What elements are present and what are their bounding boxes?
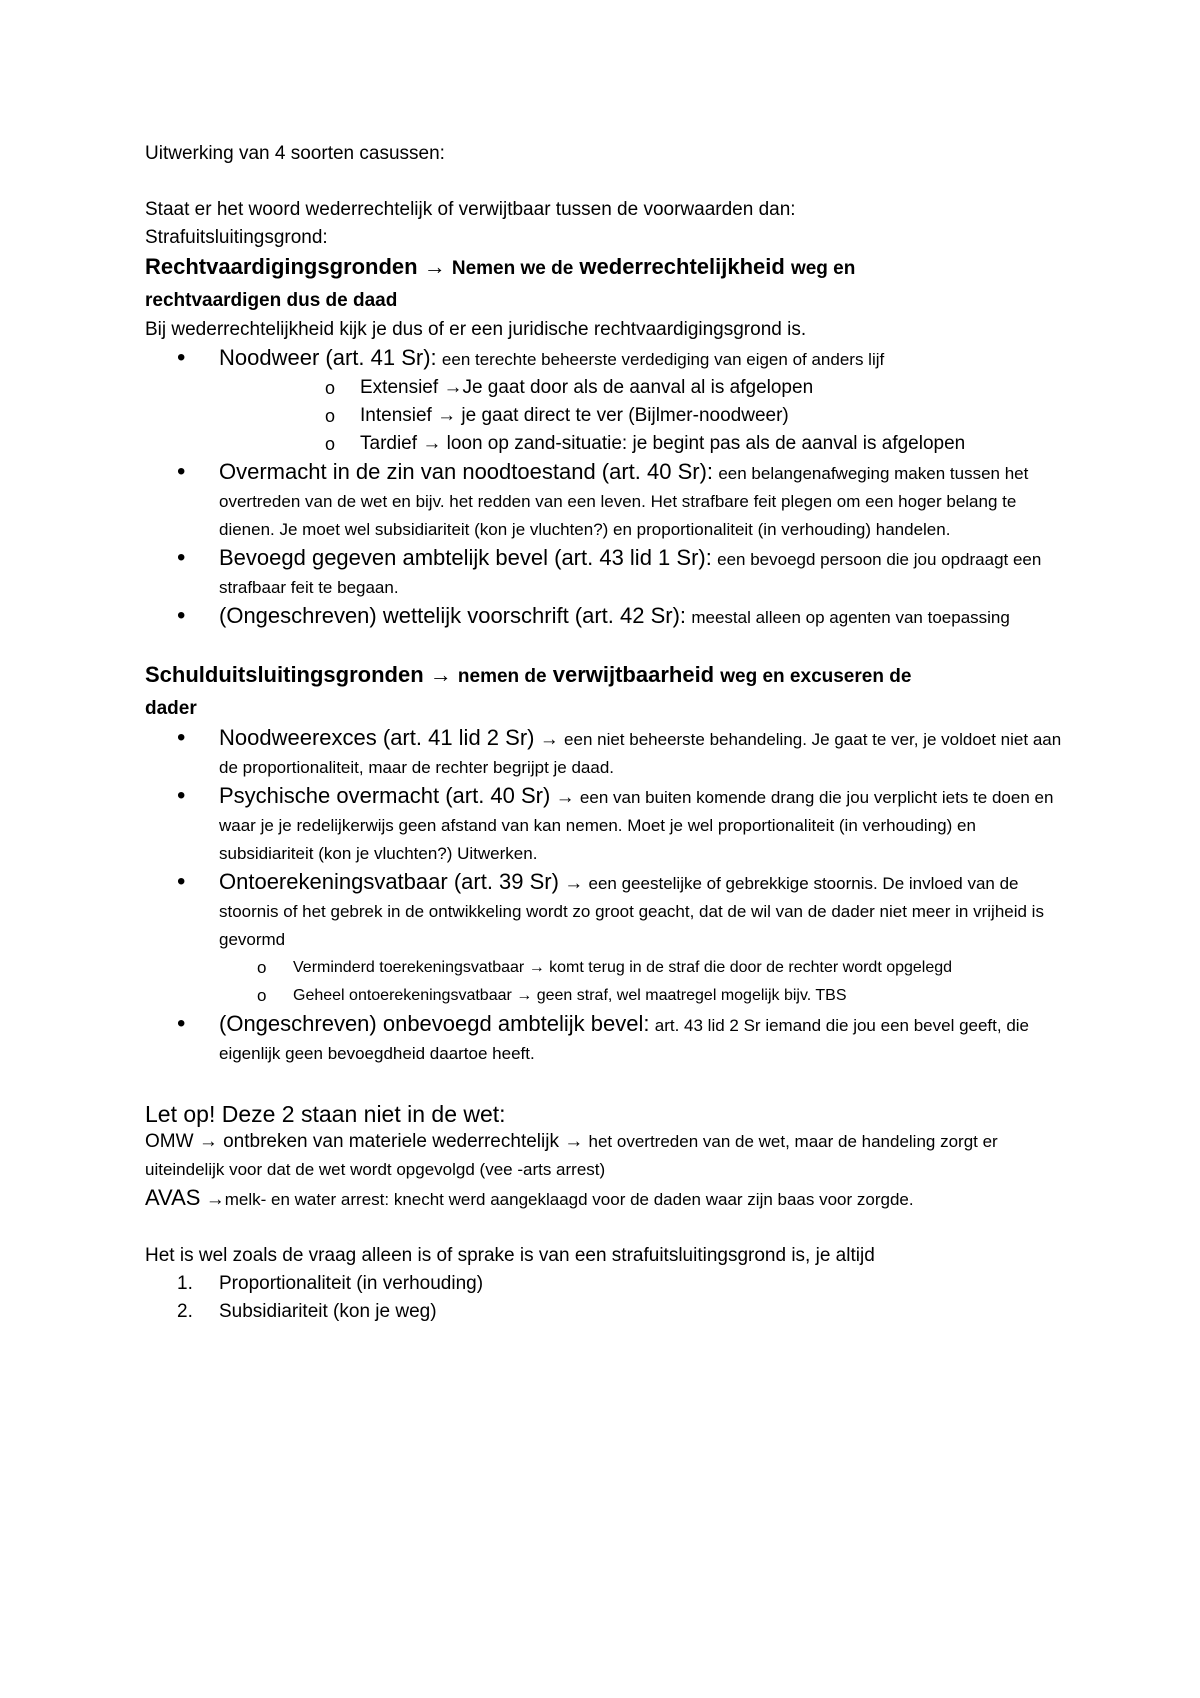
rg-heading (145, 252, 1075, 316)
list-item (145, 458, 1075, 544)
sub-list-item (145, 982, 1075, 1010)
rg-heading-title: Rechtvaardigingsgronden (145, 254, 418, 279)
sub-list-item (145, 374, 1075, 402)
item-term: Ontoerekeningsvatbaar (art. 39 Sr) (219, 869, 559, 894)
arrow-icon: → (198, 1131, 218, 1152)
sg-heading-rest-b: verwijtbaarheid (552, 662, 715, 687)
avas-abbr: AVAS (145, 1185, 201, 1210)
list-text: Subsidiariteit (kon je weg) (219, 1301, 437, 1322)
intro-line-1: Staat er het woord wederrechtelijk of verwijtbaar tussen de voorwaarden dan: (145, 199, 796, 220)
list-item (145, 344, 1075, 374)
item-desc: meestal alleen op agenten van toepassing (691, 608, 1010, 627)
sub-term: Tardief (360, 433, 418, 454)
sg-heading-rest-a: nemen de (457, 666, 547, 687)
item-term: Noodweer (art. 41 Sr): (219, 345, 437, 370)
arrow-icon: → (564, 873, 584, 894)
arrow-icon: → (555, 787, 575, 808)
list-item (145, 1270, 1075, 1298)
closing-line: Het is wel zoals de vraag alleen is of sprake is van een strafuitsluitingsgrond is, je altijd (145, 1245, 875, 1266)
omw-desc: het overtreden van de wet, maar de handeling zorgt er uiteindelijk voor dat de wet wordt opgevolgd (vee -arts arrest) (145, 1132, 998, 1179)
rg-heading-rest-b: wederrechtelijkheid (579, 254, 785, 279)
list-item (145, 1010, 1075, 1068)
sub-list-item (145, 954, 1075, 982)
item-desc: een niet beheerste behandeling. Je gaat te ver, je voldoet niet aan de proportionaliteit, maar de rechter begrijpt je daad. (219, 730, 1062, 777)
omw-abbr: OMW (145, 1131, 194, 1152)
arrow-icon: → (516, 987, 533, 1004)
item-term: (Ongeschreven) wettelijk voorschrift (art. 42 Sr): (219, 603, 687, 628)
list-item (145, 1298, 1075, 1326)
closing-list (145, 1270, 1075, 1326)
list-item (145, 602, 1075, 632)
letop-heading: Let op! Deze 2 staan niet in de wet: (145, 1101, 506, 1127)
intro-line-2: Strafuitsluitingsgrond: (145, 227, 328, 248)
sub-desc: je gaat direct te ver (Bijlmer-noodweer) (461, 405, 789, 426)
item-term: Noodweerexces (art. 41 lid 2 Sr) (219, 725, 535, 750)
item-desc: een belangenafweging maken tussen het overtreden van de wet en bijv. het redden van een leven. Het strafbare feit plegen om een hoger belang te dienen. Je moet wel subsidiariteit (kon je vluchten?) en proportionaliteit (in verhouding) handelen. (219, 464, 1029, 539)
sub-desc: komt terug in de straf die door de rechter wordt opgelegd (549, 959, 953, 976)
omw-term: ontbreken van materiele wederrechtelijk (223, 1131, 559, 1152)
rg-heading-rest-c: weg en (790, 258, 856, 279)
item-term: Overmacht in de zin van noodtoestand (art. 40 Sr): (219, 459, 714, 484)
item-term: Psychische overmacht (art. 40 Sr) (219, 783, 551, 808)
arrow-icon: → (528, 959, 545, 976)
sg-list (145, 724, 1075, 1068)
avas-paragraph (145, 1184, 1075, 1214)
item-desc: een geestelijke of gebrekkige stoornis. De invloed van de stoornis of het gebrek in de ontwikkeling wordt zo groot geacht, dat de wil van de dader niet meer in vrijheid is gevormd (219, 874, 1044, 949)
item-desc: art. 43 lid 2 Sr iemand die jou een bevel geeft, die eigenlijk geen bevoegdheid daartoe heeft. (219, 1016, 1030, 1063)
item-desc: een terechte beheerste verdediging van eigen of anders lijf (441, 350, 885, 369)
avas-desc: melk- en water arrest: knecht werd aangeklaagd voor de daden waar zijn baas voor zorgde. (224, 1190, 914, 1209)
list-item (145, 544, 1075, 602)
item-desc: een van buiten komende drang die jou verplicht iets te doen en waar je je redelijkerwijs geen afstand van kan nemen. Moet je wel proportionaliteit (in verhouding) en subsidiariteit (kon je vluchten?) Uitwerken. (219, 788, 1054, 863)
item-term: (Ongeschreven) onbevoegd ambtelijk bevel: (219, 1011, 650, 1036)
sub-list-item (145, 430, 1075, 458)
rg-explanation: Bij wederrechtelijkheid kijk je dus of er een juridische rechtvaardigingsgrond is. (145, 319, 807, 340)
rg-heading-rest-d: rechtvaardigen dus de daad (145, 290, 398, 311)
arrow-icon: → (539, 729, 559, 750)
list-item (145, 782, 1075, 868)
arrow-icon: → (205, 1189, 225, 1210)
list-item (145, 868, 1075, 954)
document-title: Uitwerking van 4 soorten casussen: (145, 143, 445, 164)
item-term: Bevoegd gegeven ambtelijk bevel (art. 43 lid 1 Sr): (219, 545, 712, 570)
list-number: 1. (177, 1273, 193, 1294)
sub-term: Extensief (360, 377, 439, 398)
list-item (145, 724, 1075, 782)
sub-list-item (145, 402, 1075, 430)
document-page (145, 140, 1075, 1326)
sub-desc: geen straf, wel maatregel mogelijk bijv. TBS (536, 987, 847, 1004)
arrow-icon: → (423, 254, 446, 279)
rg-list (145, 344, 1075, 632)
arrow-icon: → (564, 1131, 584, 1152)
sub-term: Intensief (360, 405, 432, 426)
arrow-icon: → (437, 405, 457, 426)
sub-desc: loon op zand-situatie: je begint pas als de aanval is afgelopen (446, 433, 966, 454)
rg-heading-rest-a: Nemen we de (451, 258, 574, 279)
item-desc: een bevoegd persoon die jou opdraagt een strafbaar feit te begaan. (219, 550, 1042, 597)
sg-heading-rest-c: weg en excuseren de (720, 666, 912, 687)
sub-term: Geheel ontoerekeningsvatbaar (293, 987, 512, 1004)
sub-term: Verminderd toerekeningsvatbaar (293, 959, 525, 976)
arrow-icon: → (422, 433, 442, 454)
arrow-icon: → (443, 377, 463, 398)
sg-heading-rest-d: dader (145, 698, 197, 719)
sg-heading-title: Schulduitsluitingsgronden (145, 662, 424, 687)
list-text: Proportionaliteit (in verhouding) (219, 1273, 484, 1294)
sub-desc: Je gaat door als de aanval al is afgelopen (462, 377, 814, 398)
list-number: 2. (177, 1301, 193, 1322)
omw-paragraph (145, 1128, 1075, 1184)
arrow-icon: → (429, 662, 452, 687)
sg-heading (145, 660, 1075, 724)
